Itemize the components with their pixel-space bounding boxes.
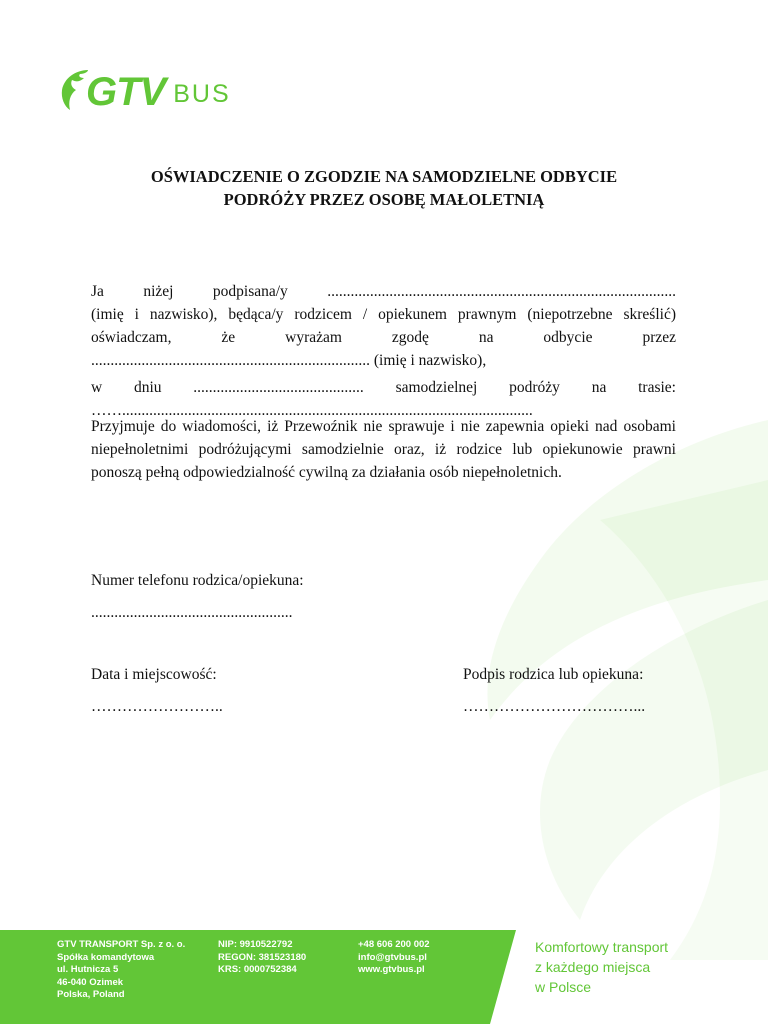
footer-registration-ids — [218, 939, 306, 977]
slogan-line: Komfortowy transport — [535, 939, 669, 955]
footer — [0, 930, 768, 1024]
date-place-field: …………………….. — [91, 698, 223, 715]
signature-field: ……………………………... — [463, 698, 646, 715]
footer-company-line: Polska, Poland — [57, 989, 125, 1001]
signature-label: Podpis rodzica lub opiekuna: — [463, 666, 644, 683]
logo-gtv-text: GTV — [86, 70, 166, 114]
title-line-2: PODRÓŻY PRZEZ OSOBĘ MAŁOLETNIĄ — [223, 190, 545, 209]
footer-company-line: Spółka komandytowa — [57, 951, 155, 963]
title-line-1: OŚWIADCZENIE O ZGODZIE NA SAMODZIELNE ODBYCIE — [150, 167, 618, 186]
acknowledgement-paragraph: Przyjmuje do wiadomości, iż Przewoźnik nie sprawuje i nie zapewnia opieki nad osobami niepełnoletnimi podróżującymi samodzielnie oraz, iż rodzice lub opiekunowie prawni ponoszą pełną odpowiedzialność cywilną za działania osób niepełnoletnich. — [91, 418, 676, 481]
document-title — [84, 165, 684, 211]
footer-nip: NIP: 9910522792 — [218, 939, 293, 950]
slogan-line: z każdego miejsca — [535, 959, 651, 975]
footer-krs: KRS: 0000752384 — [218, 964, 297, 976]
footer-slogan — [535, 937, 668, 997]
slogan-line: w Polsce — [535, 979, 592, 995]
footer-website-link[interactable]: www.gtvbus.pl — [358, 964, 425, 976]
declaration-text: (imię i nazwisko), będąca/y rodzicem / opiekunem prawnym (niepotrzebne skreślić) oświadczam, że wyrażam zgodę na odbycie przez ........................................................................ (imię i nazwisko), — [91, 306, 676, 369]
date-place-label: Data i miejscowość: — [91, 666, 217, 683]
footer-phone: +48 606 200 002 — [358, 939, 430, 950]
footer-regon: REGON: 381523180 — [218, 951, 307, 963]
footer-contact — [358, 939, 430, 977]
footer-email-link[interactable]: info@gtvbus.pl — [358, 951, 427, 963]
footer-company-line: ul. Hutnicza 5 — [57, 964, 119, 976]
phone-label: Numer telefonu rodzica/opiekuna: — [91, 572, 304, 589]
signer-name-line: Ja niżej podpisana/y .......................................................................................... — [91, 283, 676, 300]
route-line: …….......................................................................................................... — [91, 402, 533, 419]
declaration-paragraph — [91, 280, 676, 372]
footer-company-info — [57, 939, 185, 1002]
travel-date-line: w dniu ............................................ samodzielnej podróży na trasie: — [91, 379, 676, 396]
gtv-bus-logo — [58, 66, 231, 112]
footer-company-line: 46-040 Ozimek — [57, 976, 124, 988]
footer-company-line: GTV TRANSPORT Sp. z o. o. — [57, 939, 186, 950]
logo-bus-text: BUS — [173, 80, 231, 108]
phone-field: .................................................... — [91, 604, 293, 621]
